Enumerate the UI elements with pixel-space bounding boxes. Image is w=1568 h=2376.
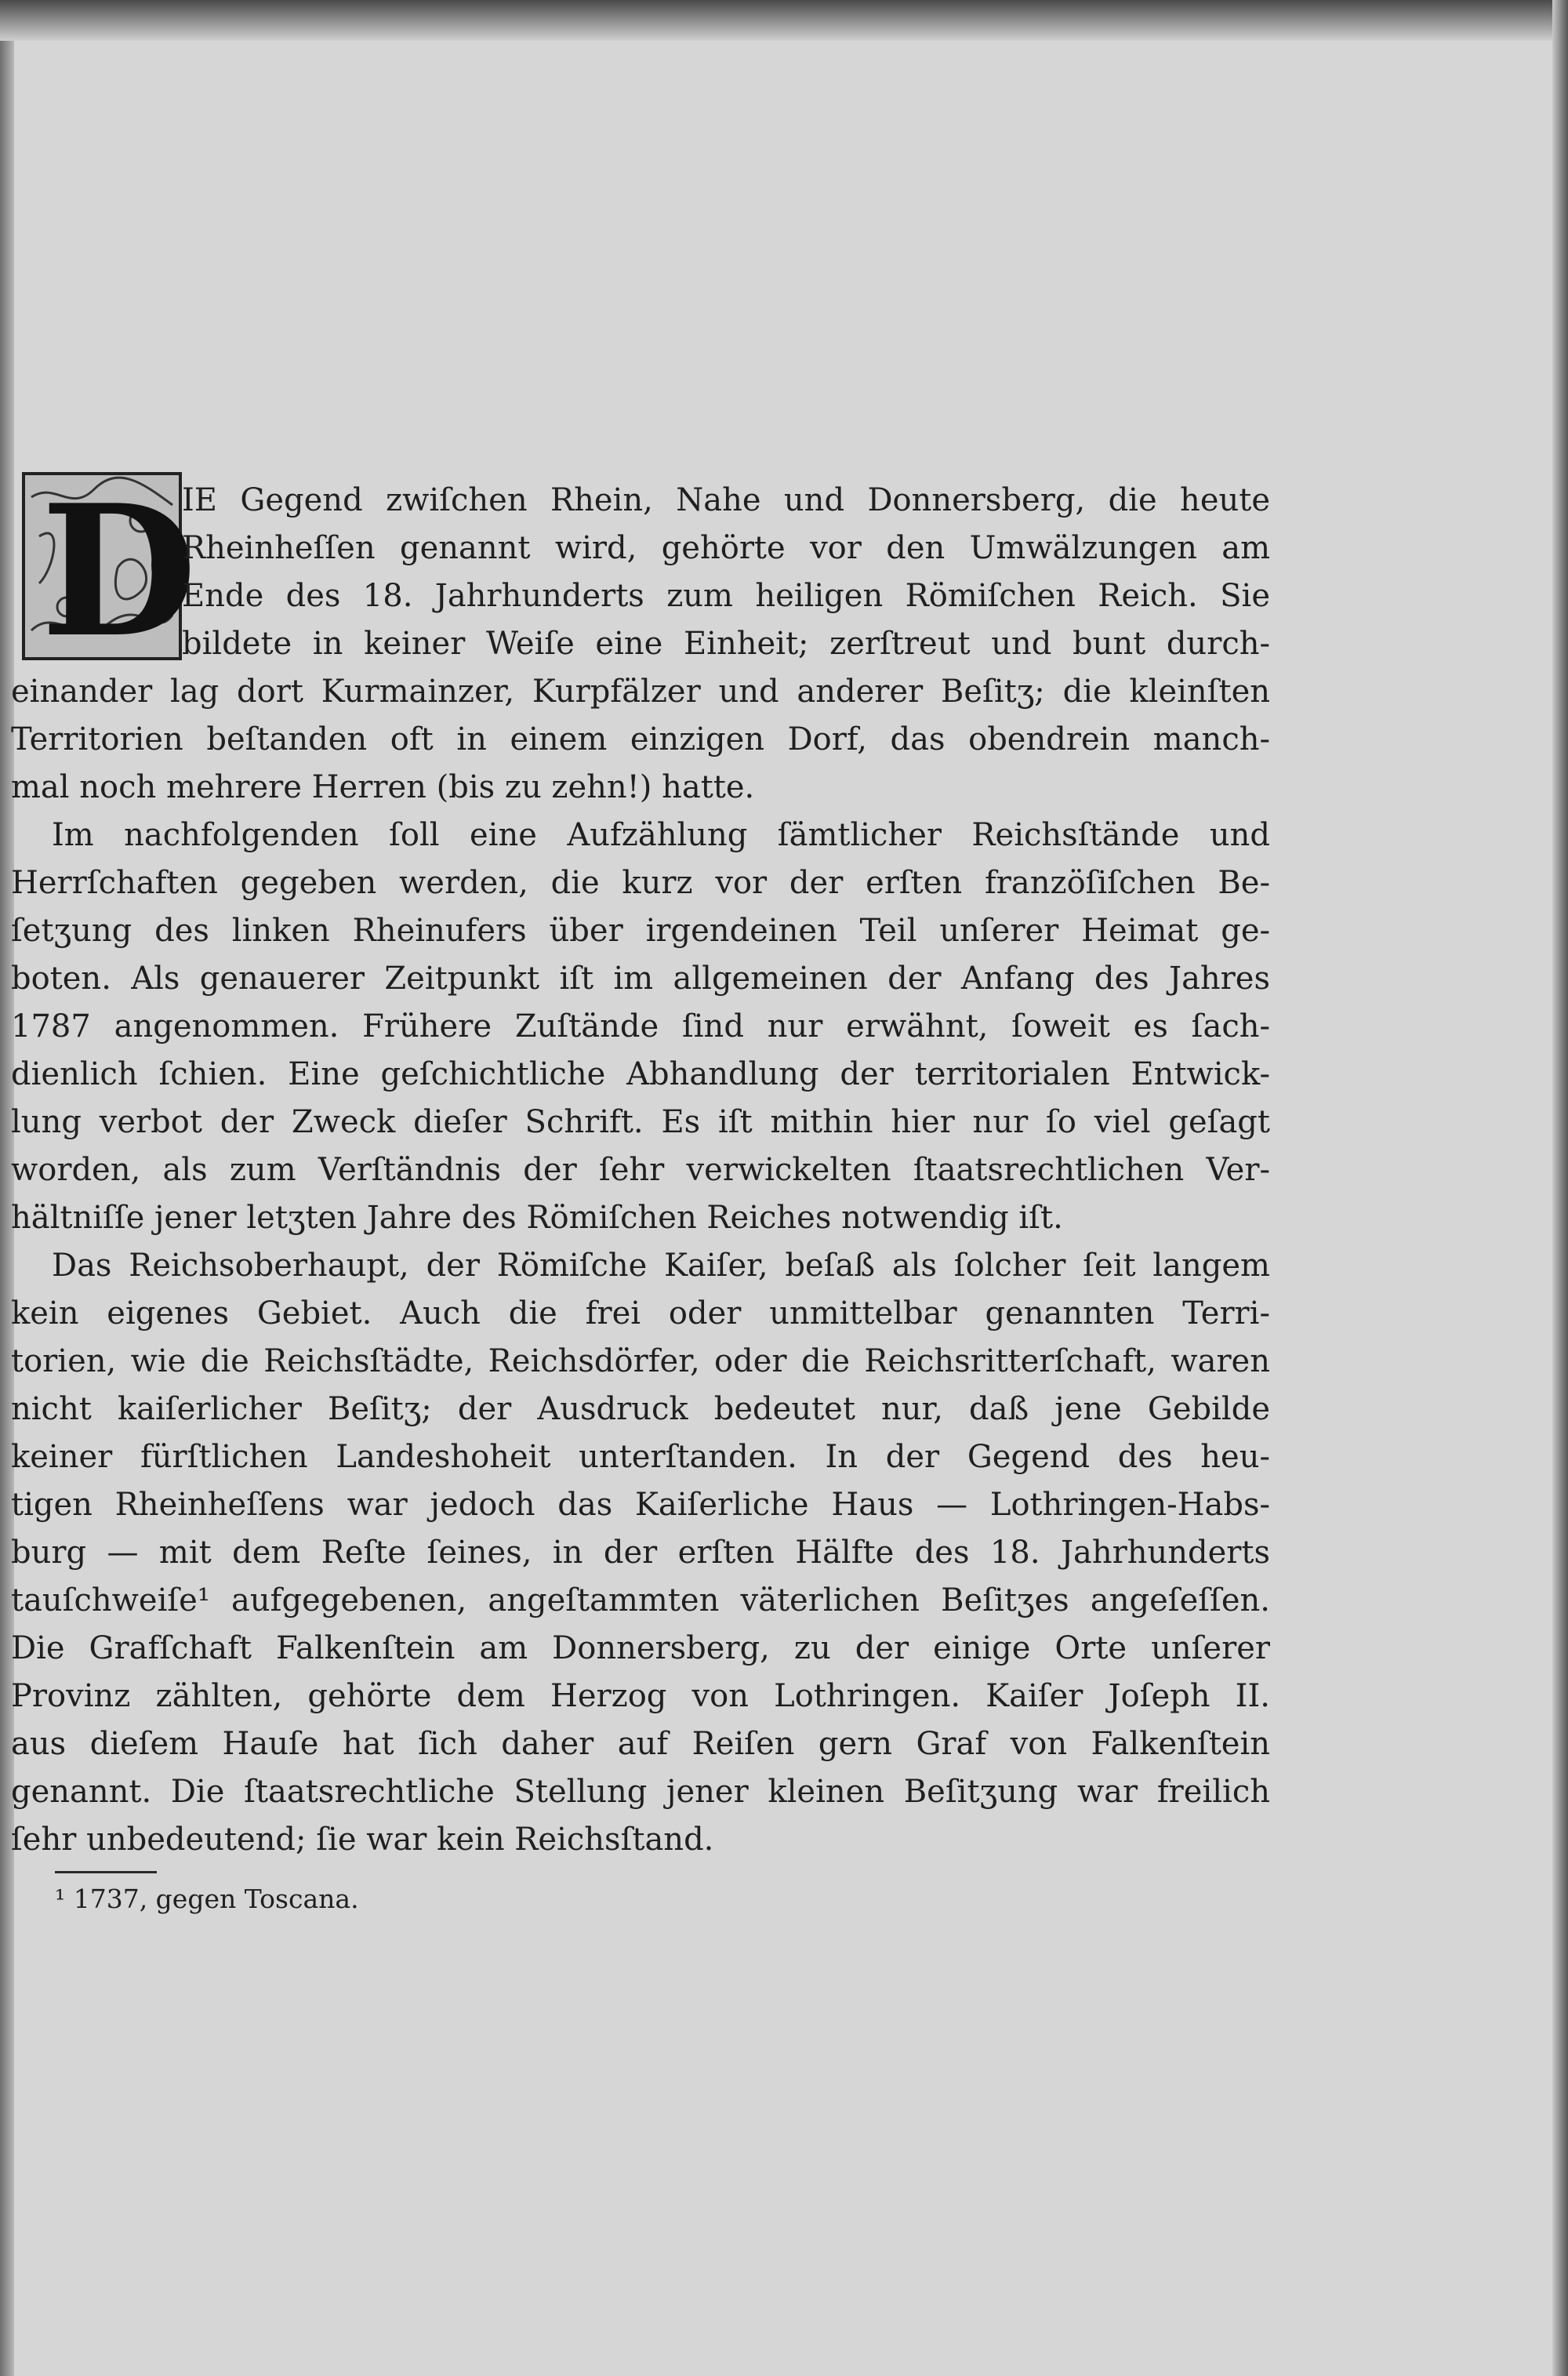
text-line: genannt. Die ſtaatsrechtliche Stellung jener kleinen Beſitʒung war freilich <box>11 1774 1270 1810</box>
text-line: worden, als zum Verſtändnis der ſehr verwickelten ſtaatsrechtlichen Ver- <box>11 1152 1270 1188</box>
text-line: nicht kaiſerlicher Beſitʒ; der Ausdruck bedeutet nur, daß jene Gebilde <box>11 1391 1270 1427</box>
text-line: Im nachfolgenden ſoll eine Aufzählung ſämtlicher Reichsſtände und <box>52 817 1270 853</box>
text-line: bildete in keiner Weiſe eine Einheit; zerſtreut und bunt durch- <box>182 626 1270 662</box>
page-right-edge-shadow <box>1552 0 1568 2376</box>
text-line: hältniſſe jener letʒten Jahre des Römiſchen Reiches notwendig iſt. <box>11 1200 1063 1236</box>
text-line: burg — mit dem Reſte ſeines, in der erſten Hälfte des 18. Jahrhunderts <box>11 1535 1270 1571</box>
text-line: boten. Als genauerer Zeitpunkt iſt im allgemeinen der Anfang des Jahres <box>11 961 1270 997</box>
footnote-separator <box>55 1871 157 1873</box>
page-top-edge-shadow <box>0 0 1568 41</box>
text-line: tauſchweiſe¹ aufgegebenen, angeſtammten väterlichen Beſitʒes angeſeſſen. <box>11 1582 1270 1619</box>
footnote: ¹ 1737, gegen Toscana. <box>55 1884 359 1914</box>
text-line: Territorien beſtanden oft in einem einzigen Dorf, das obendrein manch- <box>11 721 1270 757</box>
text-line: 1787 angenommen. Frühere Zuſtände ſind nur erwähnt, ſoweit es ſach- <box>11 1008 1270 1044</box>
text-line: dienlich ſchien. Eine geſchichtliche Abhandlung der territorialen Entwick- <box>11 1056 1270 1092</box>
drop-cap-ornament <box>24 466 198 678</box>
text-line: lung verbot der Zweck dieſer Schrift. Es iſt mithin hier nur ſo viel geſagt <box>11 1104 1270 1140</box>
text-line: ſehr unbedeutend; ſie war kein Reichsſtand. <box>11 1822 714 1858</box>
text-line: aus dieſem Hauſe hat ſich daher auf Reiſen gern Graf von Falkenſtein <box>11 1726 1270 1762</box>
text-line: kein eigenes Gebiet. Auch die frei oder unmittelbar genannten Terri- <box>11 1295 1270 1332</box>
text-line: mal noch mehrere Herren (bis zu zehn!) hatte. <box>11 769 755 805</box>
text-line: keiner fürſtlichen Landeshoheit unterſtanden. In der Gegend des heu- <box>11 1439 1270 1475</box>
text-line: Provinz zählten, gehörte dem Herzog von Lothringen. Kaiſer Joſeph II. <box>11 1678 1270 1714</box>
text-line: torien, wie die Reichsſtädte, Reichsdörfer, oder die Reichsritterſchaft, waren <box>11 1343 1270 1379</box>
text-line: Ende des 18. Jahrhunderts zum heiligen Römiſchen Reich. Sie <box>182 578 1270 614</box>
text-line: Das Reichsoberhaupt, der Römiſche Kaiſer, beſaß als ſolcher ſeit langem <box>52 1248 1270 1284</box>
text-line: tigen Rheinheſſens war jedoch das Kaiſerliche Haus — Lothringen-Habs- <box>11 1487 1270 1523</box>
text-line: Herrſchaften gegeben werden, die kurz vor der erſten franzöſiſchen Be- <box>11 865 1270 901</box>
text-line: Die Grafſchaft Falkenſtein am Donnersberg, zu der einige Orte unſerer <box>11 1630 1270 1666</box>
drop-cap-letter: D <box>41 466 198 678</box>
ornamental-drop-cap <box>24 466 198 678</box>
text-line: IE Gegend zwiſchen Rhein, Nahe und Donnersberg, die heute <box>182 482 1270 518</box>
text-line: einander lag dort Kurmainzer, Kurpfälzer und anderer Beſitʒ; die kleinſten <box>11 674 1270 710</box>
text-line: Rheinheſſen genannt wird, gehörte vor den Umwälzungen am <box>182 530 1270 566</box>
text-line: ſetʒung des linken Rheinufers über irgendeinen Teil unſerer Heimat ge- <box>11 913 1270 949</box>
